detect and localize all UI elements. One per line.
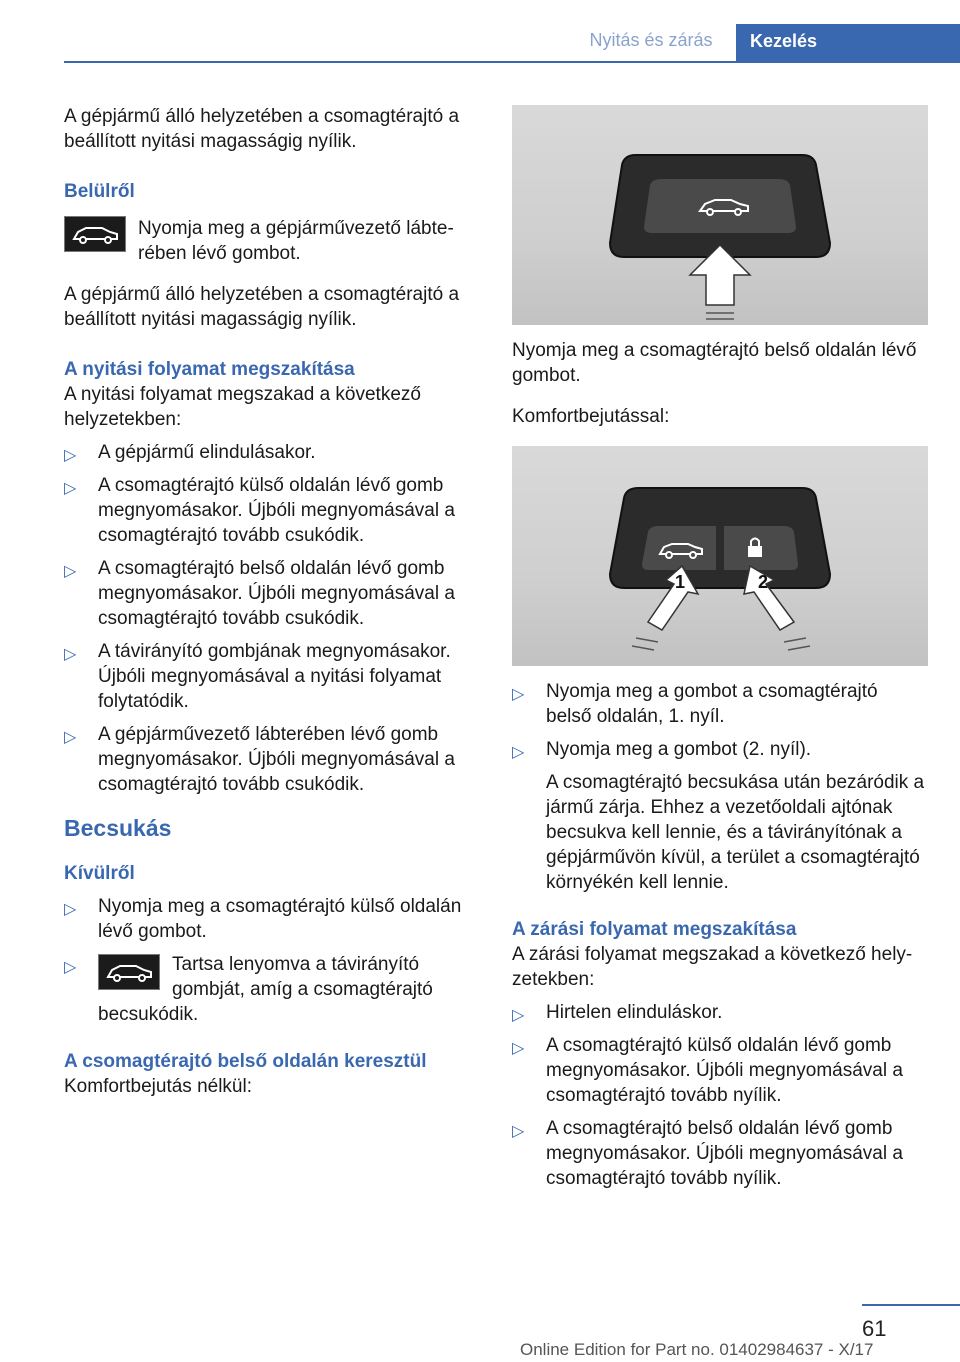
arrow-label-2: 2 xyxy=(758,572,769,592)
triangle-bullet-icon: ▷ xyxy=(64,447,77,464)
page-number: 61 xyxy=(862,1316,887,1341)
list-komfort xyxy=(512,679,928,895)
header-rule xyxy=(64,61,960,63)
list-item: ▷ Nyomja meg a csomagtérajtó külső oldalán lévő gombot. xyxy=(64,896,462,942)
triangle-bullet-icon: ▷ xyxy=(512,1040,525,1057)
list-item: ▷ A csomagtérajtó külső oldalán lévő gomb megnyomásakor. Újbóli megnyomásával a csomagtérajtó tovább nyílik. xyxy=(512,1035,903,1106)
heading-belulrol: Belülről xyxy=(64,181,135,202)
list-item: ▷ A csomagtérajtó belső oldalán lévő gomb megnyomásakor. Újbóli megnyomásával a csomagtérajtó tovább csukódik. xyxy=(64,558,455,629)
heading-kivulrol: Kívülről xyxy=(64,863,135,884)
list-zarasi-megszakitas xyxy=(512,1000,928,1191)
photo-tailgate-button xyxy=(512,105,928,325)
heading-belso-oldal: A csomagtérajtó belső oldalán keresztül xyxy=(64,1051,427,1072)
footer-edition: Online Edition for Part no. 01402984637 - X/17 xyxy=(520,1340,874,1359)
heading-becsukas: Becsukás xyxy=(64,815,172,841)
photo-comfort-access-buttons xyxy=(512,446,928,666)
paragraph: Komfortbejutás nélkül: xyxy=(64,1076,252,1097)
list-item: ▷ A gépjárművezető lábterében lévő gomb megnyomásakor. Újbóli megnyomásával a csomagtérajtó tovább csukódik. xyxy=(64,724,455,795)
heading-zarasi-megszakitas: A zárási folyamat megszakítása xyxy=(512,919,797,940)
list-item: ▷ Tartsa lenyomva a távirányító gombját, amíg a csomagtérajtó becsukódik. xyxy=(64,954,433,1025)
car-tailgate-icon xyxy=(98,954,160,990)
triangle-bullet-icon: ▷ xyxy=(64,901,77,918)
list-item: ▷ A gépjármű elindulásakor. xyxy=(64,440,480,465)
list-kivulrol xyxy=(64,894,480,1027)
paragraph: A nyitási folyamat megszakad a következő helyzetekben: xyxy=(64,384,421,430)
icon-paragraph xyxy=(64,216,480,266)
arrow-label-1: 1 xyxy=(675,572,686,592)
triangle-bullet-icon: ▷ xyxy=(512,744,525,761)
right-column-top xyxy=(512,338,928,429)
triangle-bullet-icon: ▷ xyxy=(64,646,77,663)
header-chapter-tab: Kezelés xyxy=(736,24,960,62)
list-item: ▷ Nyomja meg a gombot a csomagtérajtó belső oldalán, 1. nyíl. xyxy=(512,681,878,727)
header-section-title: Nyitás és zárás xyxy=(589,30,713,50)
triangle-bullet-icon: ▷ xyxy=(512,1007,525,1024)
list-item: ▷ Nyomja meg a gombot (2. nyíl). A csomagtérajtó becsukása után bezáródik a jármű zárja. Ehhez a vezetőoldali ajtónak becsukva kell lennie, és a távirányítónak a gépjárművön kívül, a terület a csomagtérajtó környékén kell lennie. xyxy=(512,737,928,895)
triangle-bullet-icon: ▷ xyxy=(512,686,525,703)
footer-rule xyxy=(862,1304,960,1306)
list-item: ▷ A távirányító gombjának megnyomásakor. Újbóli megnyomásával a nyitási folyamat folytatódik. xyxy=(64,641,451,712)
paragraph: A gépjármű álló helyzetében a csomagtérajtó a beállított nyitási magasságig nyílik. xyxy=(64,106,460,152)
triangle-bullet-icon: ▷ xyxy=(64,480,77,497)
list-nyitasi-megszakitas xyxy=(64,440,480,797)
left-column xyxy=(64,104,480,1099)
list-item: ▷ Hirtelen elinduláskor. xyxy=(512,1000,928,1025)
heading-nyitasi-megszakitas: A nyitási folyamat megszakítása xyxy=(64,359,355,380)
car-tailgate-icon xyxy=(64,216,126,252)
paragraph: Nyomja meg a csomagtérajtó belső oldalán lévő gombot. xyxy=(512,340,917,386)
triangle-bullet-icon: ▷ xyxy=(512,1123,525,1140)
list-sub-paragraph: A csomagtérajtó becsukása után bezáródik a jármű zárja. Ehhez a vezetőoldali ajtónak becsukva kell lennie, és a távirányítónak a gépjárművön kívül, a terület a csomagtérajtó környékén kell lennie. xyxy=(546,772,925,893)
list-item: ▷ A csomagtérajtó külső oldalán lévő gomb megnyomásakor. Újbóli megnyomásával a csomagtérajtó tovább csukódik. xyxy=(64,475,455,546)
triangle-bullet-icon: ▷ xyxy=(64,563,77,580)
paragraph: Komfortbejutással: xyxy=(512,406,670,427)
triangle-bullet-icon: ▷ xyxy=(64,729,77,746)
paragraph: A zárási folyamat megszakad a következő helyzetekben: xyxy=(512,944,913,990)
list-item: ▷ A csomagtérajtó belső oldalán lévő gomb megnyomásakor. Újbóli megnyomásával a csomagtérajtó tovább nyílik. xyxy=(512,1118,903,1189)
right-column-bottom xyxy=(512,679,928,1199)
icon-text: Nyomja meg a gépjárművezető lábterében lévő gombot. xyxy=(138,218,454,264)
triangle-bullet-icon: ▷ xyxy=(64,959,77,976)
paragraph: A gépjármű álló helyzetében a csomagtérajtó a beállított nyitási magasságig nyílik. xyxy=(64,284,460,330)
